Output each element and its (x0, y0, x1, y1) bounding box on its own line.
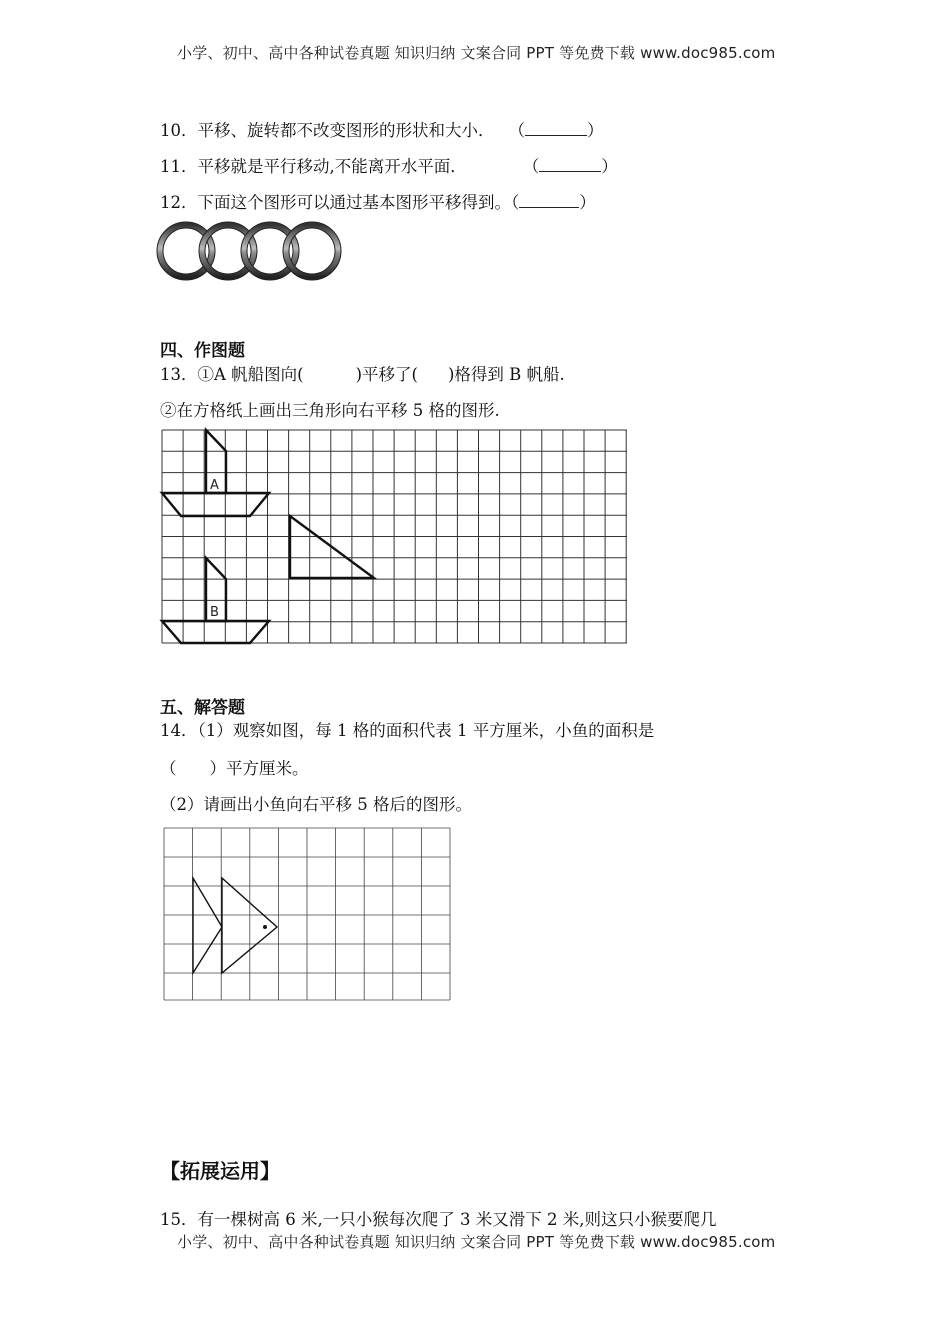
question-11-answer-blank[interactable] (539, 159, 601, 172)
sailboat-b-label: B (210, 605, 219, 620)
question-13-part-a: 13．①A 帆船图向( (160, 365, 304, 384)
question-12-answer-blank[interactable] (519, 195, 579, 208)
question-13-part-c: )格得到 B 帆船. (447, 365, 565, 384)
question-11-open-paren: （ (522, 157, 540, 176)
question-10-text: 10．平移、旋转都不改变图形的形状和大小． (160, 121, 495, 140)
ring-outer-edge (241, 222, 299, 280)
question-12 (160, 189, 596, 213)
question-11-text: 11．平移就是平行移动,不能离开水平面． (160, 157, 467, 176)
sailboat-a-label: A (210, 478, 219, 493)
fish-grid (164, 828, 454, 1002)
four-rings-icon (158, 220, 340, 282)
ring-outer-edge (199, 222, 257, 280)
ring-outer-edge (283, 222, 341, 280)
question-15: 15．有一棵树高 6 米,一只小猴每次爬了 3 米又滑下 2 米,则这只小猴要爬几 (160, 1210, 717, 1229)
question-13-line1 (160, 361, 565, 385)
question-14-line2: （ ）平方厘米。 (160, 759, 309, 778)
question-12-close-paren: ） (579, 193, 596, 212)
question-10 (160, 117, 604, 141)
question-11 (160, 153, 618, 177)
question-14-line1: 14．（1）观察如图，每 1 格的面积代表 1 平方厘米，小鱼的面积是 (160, 721, 655, 740)
page-footer: 小学、初中、高中各种试卷真题 知识归纳 文案合同 PPT 等免费下载 www.doc985.com (177, 1233, 776, 1251)
question-10-close-paren: ） (587, 121, 604, 140)
question-12-text: 12．下面这个图形可以通过基本图形平移得到。 (160, 193, 511, 212)
question-13-part-b: )平移了( (355, 365, 418, 384)
question-11-close-paren: ） (601, 157, 618, 176)
question-13-line2: ②在方格纸上画出三角形向右平移 5 格的图形. (160, 401, 500, 420)
sailboat-grid (162, 430, 630, 645)
extension-title: 【拓展运用】 (160, 1159, 280, 1183)
page-header: 小学、初中、高中各种试卷真题 知识归纳 文案合同 PPT 等免费下载 www.doc985.com (177, 44, 776, 62)
ring-outer-edge (157, 222, 215, 280)
section-4-title: 四、作图题 (160, 341, 245, 361)
fish-eye (263, 925, 267, 929)
question-10-answer-blank[interactable] (525, 123, 587, 136)
section-5-title: 五、解答题 (160, 698, 245, 718)
question-10-open-paren: （ (508, 121, 525, 140)
question-14-line3: （2）请画出小鱼向右平移 5 格后的图形。 (160, 795, 472, 814)
question-12-open-paren: （ (511, 193, 520, 212)
right-triangle (290, 516, 374, 578)
